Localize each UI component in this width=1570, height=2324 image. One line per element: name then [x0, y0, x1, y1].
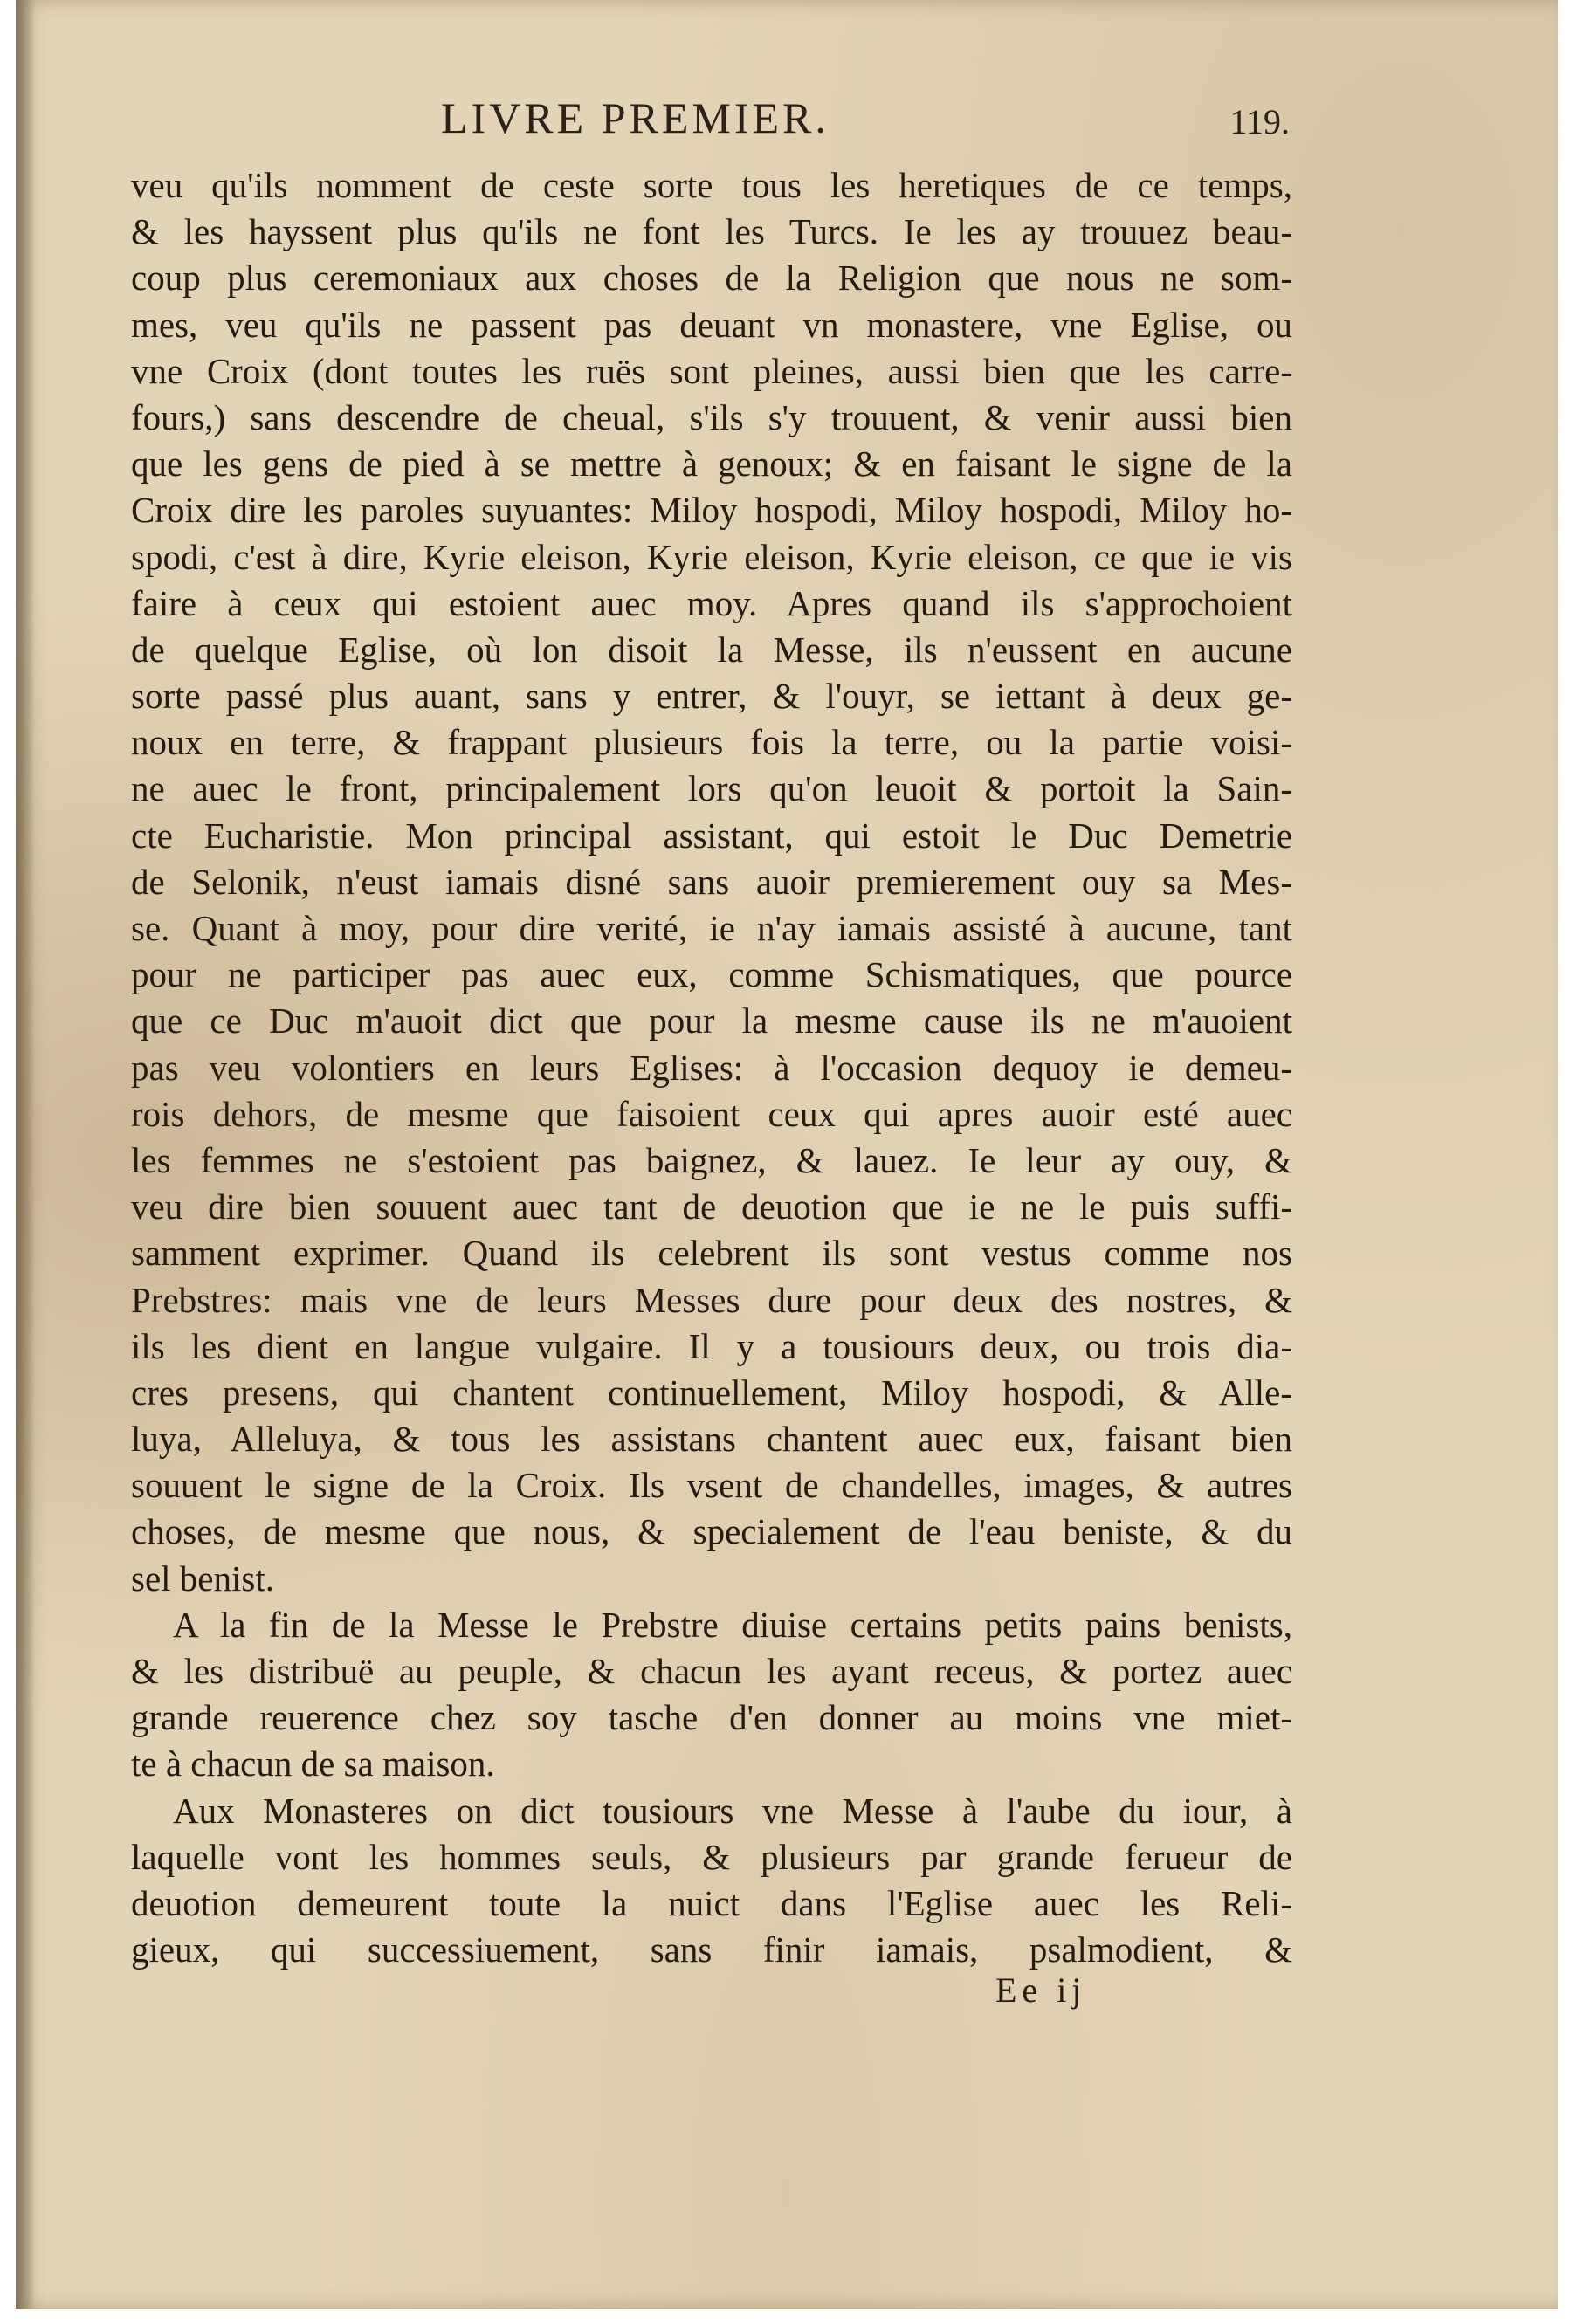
text-line: & les distribuë au peuple, & chacun les ayant receus, & portez auec [131, 1651, 1292, 1691]
text-line: les femmes ne s'estoient pas baignez, & lauez. Ie leur ay ouy, & [131, 1139, 1292, 1180]
text-line: Prebstres: mais vne de leurs Messes dure pour deux des nostres, & [131, 1279, 1292, 1320]
text-line: pour ne participer pas auec eux, comme Schismatiques, que pource [131, 954, 1292, 995]
body-text [131, 162, 1292, 1973]
paragraph-start-line: A la fin de la Messe le Prebstre diuise certains petits pains benists, [173, 1604, 1292, 1645]
text-line: se. Quant à moy, pour dire verité, ie n'ay iamais assisté à aucune, tant [131, 908, 1292, 948]
running-head-title: LIVRE PREMIER. [441, 93, 830, 142]
text-line: cte Eucharistie. Mon principal assistant, qui estoit le Duc Demetrie [131, 815, 1292, 856]
text-line: gieux, qui successiuement, sans finir iamais, psalmodient, & [131, 1929, 1292, 1970]
text-line: souuent le signe de la Croix. Ils vsent de chandelles, images, & autres [131, 1465, 1292, 1506]
binding-shadow [16, 0, 35, 2309]
text-line: pas veu volontiers en leurs Eglises: à l'occasion dequoy ie demeu- [131, 1047, 1292, 1088]
text-line: que ce Duc m'auoit dict que pour la mesme cause ils ne m'auoient [131, 1000, 1292, 1042]
text-line: fours,) sans descendre de cheual, s'ils s'y trouuent, & venir aussi bien [131, 396, 1292, 437]
text-line: ne auec le front, principalement lors qu'on leuoit & portoit la Sain- [131, 768, 1292, 809]
text-line: samment exprimer. Quand ils celebrent ils sont vestus comme nos [131, 1233, 1292, 1274]
folio-number: 119. [1229, 102, 1290, 141]
text-line: vne Croix (dont toutes les ruës sont pleines, aussi bien que les carre- [131, 350, 1292, 391]
text-line: mes, veu qu'ils ne passent pas deuant vn monastere, vne Eglise, ou [131, 304, 1292, 345]
text-line: spodi, c'est à dire, Kyrie eleison, Kyrie eleison, Kyrie eleison, ce que ie vis [131, 536, 1292, 577]
signature-catchword: Ee ij [995, 1970, 1087, 2010]
text-line: & les hayssent plus qu'ils ne font les Turcs. Ie les ay trouuez beau- [131, 211, 1292, 252]
paragraph-end-line: sel benist. [131, 1557, 274, 1599]
paragraph-end-line: te à chacun de sa maison. [131, 1743, 495, 1784]
running-head [135, 87, 1290, 148]
text-line: sorte passé plus auant, sans y entrer, & l'ouyr, se iettant à deux ge- [131, 676, 1292, 717]
text-line: que les gens de pied à se mettre à genoux; & en faisant le signe de la [131, 443, 1292, 485]
text-line: deuotion demeurent toute la nuict dans l'Eglise auec les Reli- [131, 1882, 1292, 1923]
paragraph-start-line: Aux Monasteres on dict tousiours vne Messe à l'aube du iour, à [173, 1790, 1292, 1831]
text-line: veu qu'ils nomment de ceste sorte tous les heretiques de ce temps, [131, 165, 1292, 205]
text-line: de quelque Eglise, où lon disoit la Messe, ils n'eussent en aucune [131, 629, 1292, 670]
text-line: coup plus ceremoniaux aux choses de la Religion que nous ne som- [131, 258, 1292, 299]
text-line: rois dehors, de mesme que faisoient ceux qui apres auoir esté auec [131, 1093, 1292, 1134]
text-line: laquelle vont les hommes seuls, & plusieurs par grande ferueur de [131, 1836, 1292, 1877]
text-line: veu dire bien souuent auec tant de deuotion que ie ne le puis suffi- [131, 1186, 1292, 1227]
text-line: faire à ceux qui estoient auec moy. Apres quand ils s'approchoient [131, 582, 1292, 623]
text-line: de Selonik, n'eust iamais disné sans auoir premierement ouy sa Mes- [131, 861, 1292, 902]
text-line: Croix dire les paroles suyuantes: Miloy hospodi, Miloy hospodi, Miloy ho- [131, 490, 1292, 531]
text-line: noux en terre, & frappant plusieurs fois la terre, ou la partie voisi- [131, 722, 1292, 763]
text-line: ils les dient en langue vulgaire. Il y a tousiours deux, ou trois dia- [131, 1325, 1292, 1366]
text-line: choses, de mesme que nous, & specialement de l'eau beniste, & du [131, 1511, 1292, 1552]
text-line: grande reuerence chez soy tasche d'en donner au moins vne miet- [131, 1697, 1292, 1738]
text-line: cres presens, qui chantent continuellement, Miloy hospodi, & Alle- [131, 1372, 1292, 1413]
text-line: luya, Alleluya, & tous les assistans chantent auec eux, faisant bien [131, 1419, 1292, 1460]
